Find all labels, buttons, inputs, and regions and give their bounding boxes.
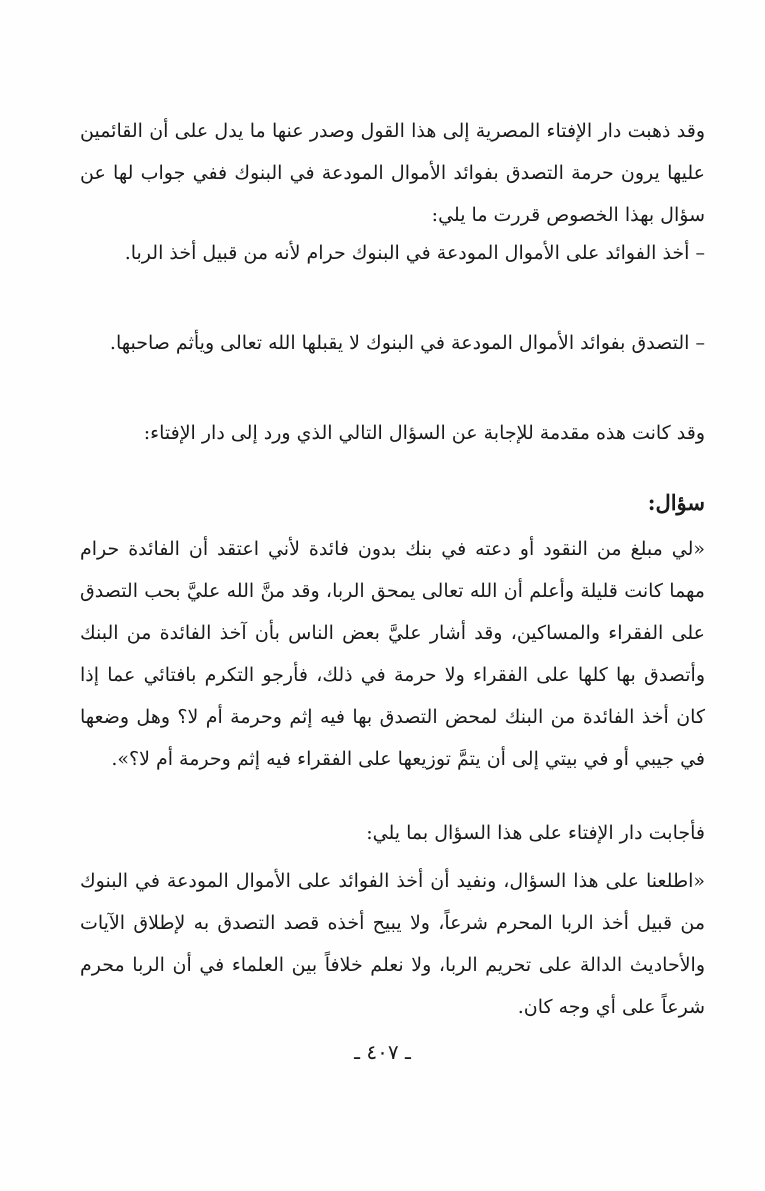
paragraph-answer (80, 860, 705, 1028)
question-heading: سؤال: (647, 490, 705, 515)
paragraph-ruling-two (80, 322, 705, 364)
paragraph-preface (80, 412, 705, 454)
paragraph-text: وقد ذهبت دار الإفتاء المصرية إلى هذا القول وصدر عنها ما يدل على أن القائمين عليها يرون حرمة التصدق بفوائد الأموال المودعة في البنوك ففي جواب لها عن سؤال بهذا الخصوص قررت ما يلي: (80, 120, 705, 226)
paragraph-intro (80, 110, 705, 236)
paragraph-text: وقد كانت هذه مقدمة للإجابة عن السؤال التالي الذي ورد إلى دار الإفتاء: (143, 422, 705, 444)
paragraph-question (80, 528, 705, 780)
page-number: ـ ٤٠٧ ـ (354, 1040, 411, 1064)
paragraph-text: – التصدق بفوائد الأموال المودعة في البنوك لا يقبلها الله تعالى ويأثم صاحبها. (109, 332, 705, 354)
paragraph-answer-intro (80, 812, 705, 854)
paragraph-text: «لي مبلغ من النقود أو دعته في بنك بدون فائدة لأني اعتقد أن الفائدة حرام مهما كانت قليلة وأعلم أن الله تعالى يمحق الربا، وقد منَّ الله عليَّ بحب التصدق على الفقراء والمساكين، وقد أشار عليَّ بعض الناس بأن آخذ الفائدة من البنك وأتصدق بها كلها على الفقراء ولا حرمة في ذلك، فأرجو التكرم بافتائي عما إذا كان أخذ الفائدة من البنك لمحض التصدق بها فيه إثم وحرمة أم لا؟ وهل وضعها في جيبي أو في بيتي إلى أن يتمَّ توزيعها على الفقراء فيه إثم وحرمة أم لا؟». (80, 538, 705, 770)
paragraph-text: «اطلعنا على هذا السؤال، ونفيد أن أخذ الفوائد على الأموال المودعة في البنوك من قبيل أخذ الربا المحرم شرعاً، ولا يبيح أخذه قصد التصدق به لإطلاق الآيات والأحاديث الدالة على تحريم الربا، ولا نعلم خلافاً بين العلماء في أن الربا محرم شرعاً على أي وجه كان. (80, 870, 705, 1018)
question-heading-block (80, 482, 705, 524)
paragraph-text: – أخذ الفوائد على الأموال المودعة في البنوك حرام لأنه من قبيل أخذ الربا. (124, 242, 705, 264)
paragraph-ruling-one (80, 232, 705, 274)
paragraph-text: فأجابت دار الإفتاء على هذا السؤال بما يلي: (366, 822, 705, 844)
